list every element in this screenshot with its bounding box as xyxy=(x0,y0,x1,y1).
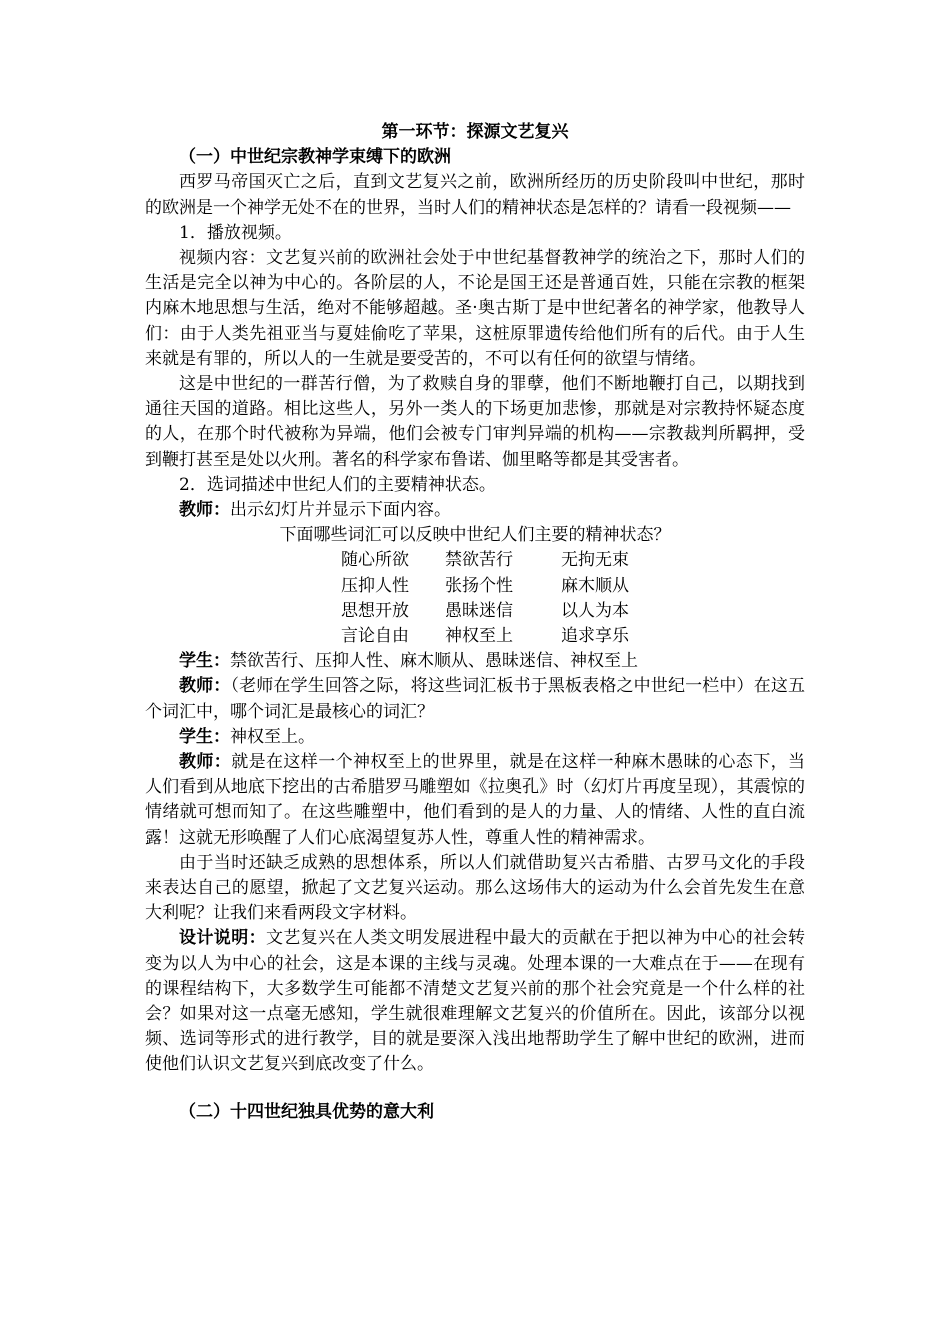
word-cell: 压抑人性 xyxy=(341,575,409,596)
document-body xyxy=(145,120,805,1125)
word-row xyxy=(145,548,805,573)
design-label: 设计说明： xyxy=(179,928,266,949)
student-line-2 xyxy=(145,725,805,750)
student-label: 学生： xyxy=(179,726,230,747)
word-cell: 禁欲苦行 xyxy=(445,550,513,571)
paragraph-renaissance: 由于当时还缺乏成熟的思想体系，所以人们就借助复兴古希腊、古罗马文化的手段来表达自己的愿望，掀起了文艺复兴运动。那么这场伟大的运动为什么会首先发生在意大利呢？让我们来看两段文字材料。 xyxy=(145,852,805,924)
word-cell: 追求享乐 xyxy=(561,626,629,647)
word-cell: 以人为本 xyxy=(561,600,629,621)
slide-question: 下面哪些词汇可以反映中世纪人们主要的精神状态？ xyxy=(279,525,671,546)
student-label: 学生： xyxy=(179,651,230,672)
word-cell: 张扬个性 xyxy=(445,575,513,596)
word-cell: 随心所欲 xyxy=(341,550,409,571)
subsection-heading-1: （一）中世纪宗教神学束缚下的欧洲 xyxy=(179,147,451,168)
teacher-text: 就是在这样一个神权至上的世界里，就是在这样一种麻木愚昧的心态下，当人们看到从地底下挖出的古希腊罗马雕塑如《拉奥孔》时（幻灯片再度呈现），其震惊的情绪就可想而知了。在这些雕塑中，他们看到的是人的力量、人的情绪、人性的直白流露！这就无形唤醒了人们心底渴望复苏人性，尊重人性的精神需求。 xyxy=(145,752,806,848)
student-text: 神权至上。 xyxy=(230,726,315,747)
paragraph-intro: 西罗马帝国灭亡之后，直到文艺复兴之前，欧洲所经历的历史阶段叫中世纪，那时的欧洲是一个神学无处不在的世界，当时人们的精神状态是怎样的？请看一段视频—— xyxy=(145,172,805,218)
word-cell: 无拘无束 xyxy=(561,550,629,571)
subsection-heading-2: （二）十四世纪独具优势的意大利 xyxy=(179,1101,434,1122)
word-cell: 麻木顺从 xyxy=(561,575,629,596)
teacher-label: 教师： xyxy=(179,500,230,521)
word-cell: 思想开放 xyxy=(341,600,409,621)
list-item-choose-words: 2．选词描述中世纪人们的主要精神状态。 xyxy=(179,474,496,495)
teacher-label: 教师： xyxy=(179,676,231,697)
design-note xyxy=(145,926,805,1077)
teacher-label: 教师： xyxy=(179,752,232,773)
student-text: 禁欲苦行、压抑人性、麻木顺从、愚昧迷信、神权至上 xyxy=(230,651,638,672)
paragraph-ascetics: 这是中世纪的一群苦行僧，为了救赎自身的罪孽，他们不断地鞭打自己，以期找到通往天国的道路。相比这些人，另外一类人的下场更加悲惨，那就是对宗教持怀疑态度的人，在那个时代被称为异端，他们会被专门审判异端的机构——宗教裁判所羁押，受到鞭打甚至是处以火刑。著名的科学家布鲁诺、伽里略等都是其受害者。 xyxy=(145,374,805,470)
word-row xyxy=(145,624,805,649)
paragraph-video-content: 视频内容：文艺复兴前的欧洲社会处于中世纪基督教神学的统治之下，那时人们的生活是完全以神为中心的。各阶层的人，不论是国王还是普通百姓，只能在宗教的框架内麻木地思想与生活，绝对不能够超越。圣·奥古斯丁是中世纪著名的神学家，他教导人们：由于人类先祖亚当与夏娃偷吃了苹果，这桩原罪遗传给他们所有的后代。由于人生来就是有罪的，所以人的一生就是要受苦的，不可以有任何的欲望与情绪。 xyxy=(145,248,805,369)
section-title: 第一环节：探源文艺复兴 xyxy=(381,122,569,142)
list-item-play-video: 1．播放视频。 xyxy=(179,222,292,243)
teacher-line-1 xyxy=(145,498,805,523)
student-line-1 xyxy=(145,649,805,674)
teacher-text: （老师在学生回答之际，将这些词汇板书于黑板表格之中世纪一栏中）在这五个词汇中，哪个词汇是最核心的词汇？ xyxy=(145,676,806,722)
word-cell: 神权至上 xyxy=(445,626,513,647)
word-cell: 言论自由 xyxy=(341,626,409,647)
word-grid xyxy=(145,548,805,649)
teacher-text: 出示幻灯片并显示下面内容。 xyxy=(230,500,451,521)
word-cell: 愚昧迷信 xyxy=(445,600,513,621)
teacher-line-3 xyxy=(145,750,805,851)
design-text: 文艺复兴在人类文明发展进程中最大的贡献在于把以神为中心的社会转变为以人为中心的社会，这是本课的主线与灵魂。处理本课的一大难点在于——在现有的课程结构下，大多数学生可能都不清楚文艺复兴前的那个社会究竟是一个什么样的社会？如果对这一点毫无感知，学生就很难理解文艺复兴的价值所在。因此，该部分以视频、选词等形式的进行教学，目的就是要深入浅出地帮助学生了解中世纪的欧洲，进而使他们认识文艺复兴到底改变了什么。 xyxy=(145,928,805,1075)
teacher-line-2 xyxy=(145,674,805,724)
word-row xyxy=(145,574,805,599)
word-row xyxy=(145,599,805,624)
